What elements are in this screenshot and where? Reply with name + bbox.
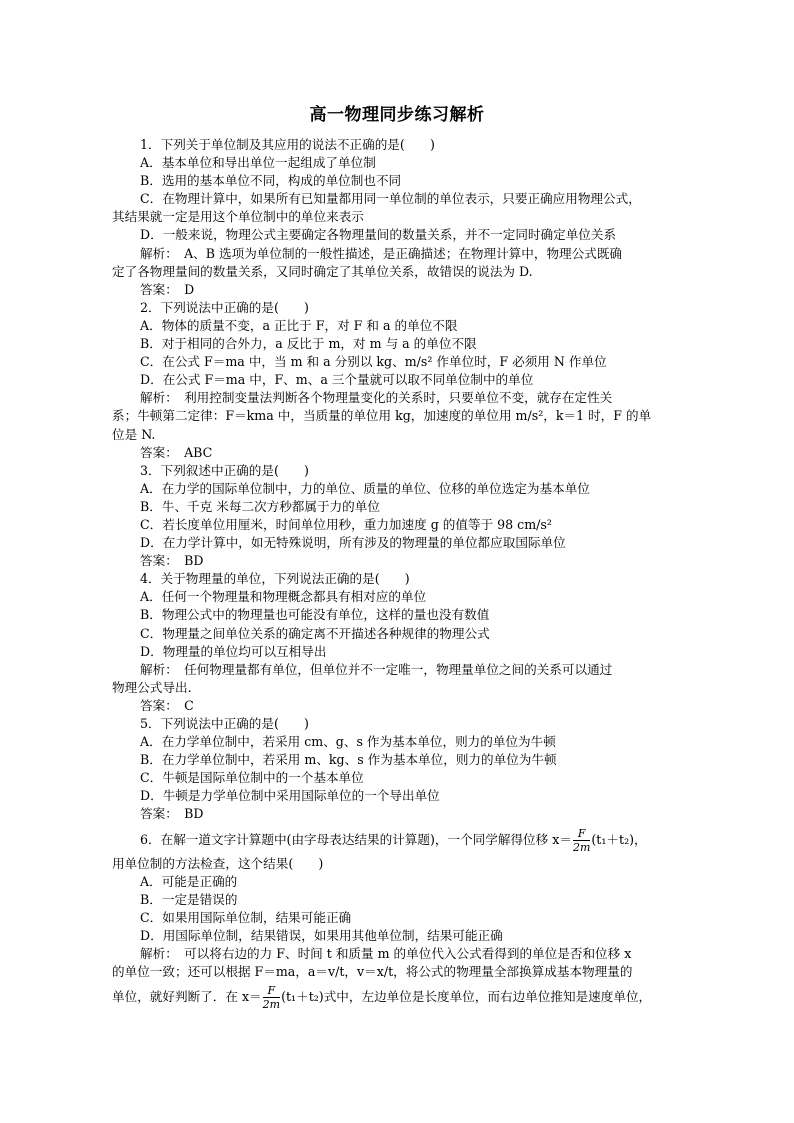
q6-analysis-fraction [263,985,280,1010]
q6-option-b: B．一定是错误的 [140,891,238,907]
q2-answer: 答案： ABC [140,444,213,460]
q1-analysis: 解析： A、B 选项为单位制的一般性描述，是正确描述；在物理计算中，物理公式既确 [140,245,623,261]
q5-option-b: B．在力学单位制中，若采用 m、kg、s 作为基本单位，则力的单位为牛顿 [140,752,557,768]
q2-option-c: C．在公式 F＝ma 中，当 m 和 a 分别以 kg、m/s² 作单位时，F 必须用 N 作单位 [140,354,607,370]
q5-stem: 5．下列说法中正确的是( ) [140,716,309,731]
q6-stem-tail: (t₁＋t₂)， [591,831,647,847]
exercise-content [112,136,682,1012]
q6-fraction [573,828,590,853]
q6-stem-cont: 用单位制的方法检查，这个结果( ) [112,855,324,871]
q6-analysis-tail: (t₁＋t₂)式中，左边单位是长度单位，而右边单位推知是速度单位， [281,989,652,1005]
q4-analysis: 解析： 任何物理量都有单位，但单位并不一定唯一，物理量单位之间的关系可以通过 [140,661,613,677]
q1-option-c: C．在物理计算中，如果所有已知量都用同一单位制的单位表示，只要正确应用物理公式， [140,191,641,207]
q2-analysis: 解析： 利用控制变量法判断各个物理量变化的关系时，只要单位不变，就存在定性关 [140,390,613,406]
q6-option-c: C．如果用国际单位制，结果可能正确 [140,909,352,925]
q1-option-d: D．一般来说，物理公式主要确定各物理量间的数量关系，并不一定同时确定单位关系 [140,227,617,243]
q1-option-a: A．基本单位和导出单位一起组成了单位制 [140,155,376,171]
q5-option-d: D．牛顿是力学单位制中采用国际单位的一个导出单位 [140,788,440,804]
q4-stem: 4．关于物理量的单位，下列说法正确的是( ) [140,571,410,587]
q4-option-b: B．物理公式中的物理量也可能没有单位，这样的量也没有数值 [140,607,490,623]
q6-option-a: A．可能是正确的 [140,873,238,889]
q3-option-a: A．在力学的国际单位制中，力的单位、质量的单位、位移的单位选定为基本单位 [140,480,590,496]
q4-option-c: C．物理量之间单位关系的确定离不开描述各种规律的物理公式 [140,625,490,641]
q6-analysis: 解析： 可以将右边的力 F、时间 t 和质量 m 的单位代入公式看得到的单位是否和位移 x [140,946,632,962]
q3-option-b: B．牛、千克 米每二次方秒都属于力的单位 [140,498,380,514]
q6-stem [112,824,682,855]
q1-answer: 答案： D [140,281,195,297]
q6-analysis-cont-2 [112,981,682,1012]
q3-option-d: D．在力学计算中，如无特殊说明，所有涉及的物理量的单位都应取国际单位 [140,535,566,551]
q4-answer: 答案： C [140,697,194,713]
q6-analysis-cont: 的单位一致；还可以根据 F＝ma，a＝v/t，v＝x/t，将公式的物理量全部换算成基本物理量的 [112,964,633,980]
q6-fraction-numerator: F [573,828,590,841]
q3-answer: 答案： BD [140,553,204,569]
q6-option-d: D．用国际单位制，结果错误，如果用其他单位制，结果可能正确 [140,927,503,943]
q6-analysis-fraction-numerator: F [263,985,280,998]
q1-option-c-cont: 其结果就一定是用这个单位制中的单位来表示 [112,209,364,225]
q5-answer: 答案： BD [140,806,204,822]
q2-analysis-cont-2: 位是 N. [112,426,156,442]
q2-option-d: D．在公式 F＝ma 中，F、m、a 三个量就可以取不同单位制中的单位 [140,372,534,388]
q3-stem: 3．下列叙述中正确的是( ) [140,462,309,478]
q2-option-a: A．物体的质量不变，a 正比于 F，对 F 和 a 的单位不限 [140,317,458,333]
q4-analysis-cont: 物理公式导出. [112,679,192,695]
q3-option-c: C．若长度单位用厘米，时间单位用秒，重力加速度 g 的值等于 98 cm/s² [140,516,552,532]
q1-analysis-cont: 定了各物理量间的数量关系，又同时确定了其单位关系，故错误的说法为 D. [112,263,533,279]
q2-analysis-cont: 系；牛顿第二定律：F＝kma 中，当质量的单位用 kg，加速度的单位用 m/s²，k＝1 时，F 的单 [112,408,652,424]
q4-option-a: A．任何一个物理量和物理概念都具有相对应的单位 [140,589,427,605]
q6-stem-text: 6．在解一道文字计算题中(由字母表达结果的计算题)，一个同学解得位移 x＝ [140,831,572,847]
q4-option-d: D．物理量的单位均可以互相导出 [140,643,327,659]
q2-stem: 2．下列说法中正确的是( ) [140,299,309,315]
q5-option-c: C．牛顿是国际单位制中的一个基本单位 [140,770,364,786]
q2-option-b: B．对于相同的合外力，a 反比于 m，对 m 与 a 的单位不限 [140,336,477,352]
q1-option-b: B．选用的基本单位不同，构成的单位制也不同 [140,173,402,189]
q6-analysis-fraction-denominator: 2m [262,998,281,1012]
q6-analysis-text: 单位，就好判断了．在 x＝ [112,989,262,1005]
q6-fraction-denominator: 2m [572,840,591,854]
page-title: 高一物理同步练习解析 [309,105,485,125]
q5-option-a: A．在力学单位制中，若采用 cm、g、s 作为基本单位，则力的单位为牛顿 [140,734,556,750]
q1-stem: 1．下列关于单位制及其应用的说法不正确的是( ) [140,137,435,152]
